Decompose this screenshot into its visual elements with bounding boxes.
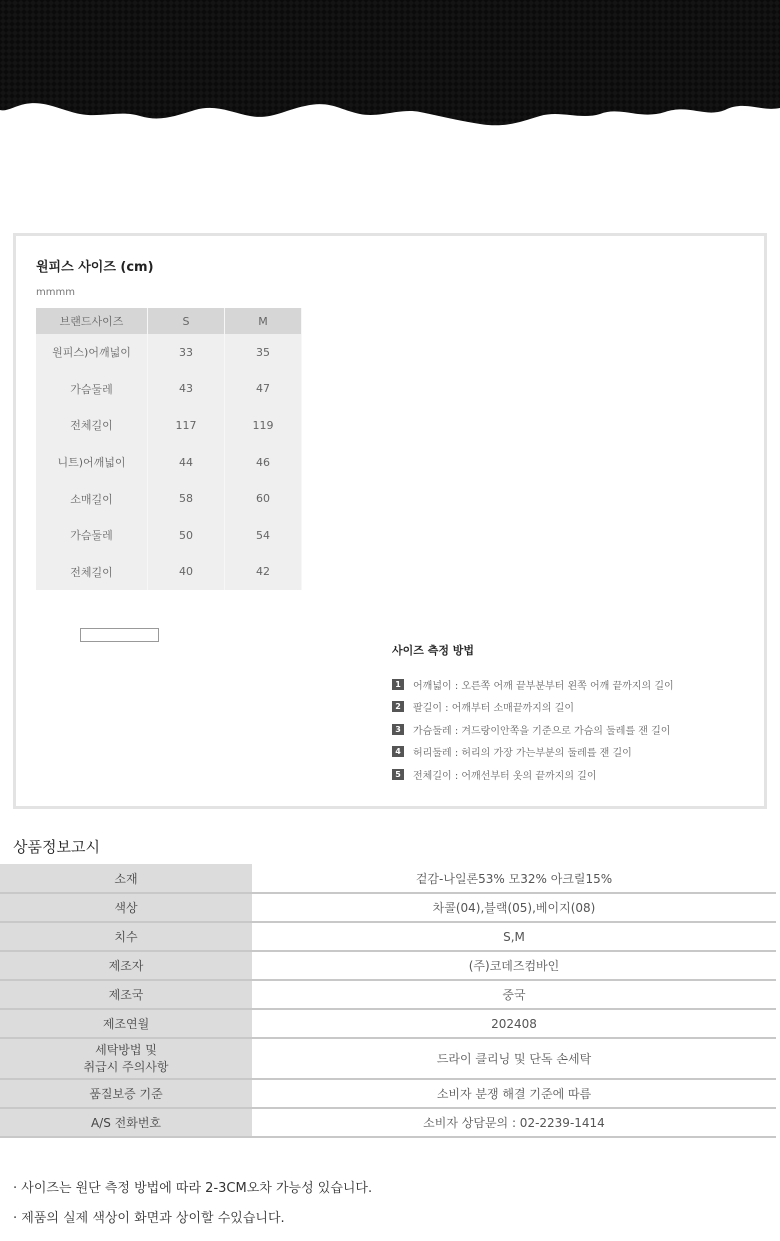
size-row-s: 58 [148, 480, 225, 517]
info-key: 소재 [0, 864, 252, 893]
measurement-image-placeholder [80, 628, 159, 642]
info-value: 차콜(04),블랙(05),베이지(08) [252, 893, 776, 922]
number-badge: 2 [392, 701, 404, 712]
size-row-label: 소매길이 [36, 480, 148, 517]
list-item [392, 696, 752, 719]
product-info-table [0, 864, 776, 1138]
number-badge: 5 [392, 769, 404, 780]
table-row [36, 407, 302, 444]
size-row-m: 35 [225, 334, 302, 371]
size-row-label: 전체길이 [36, 407, 148, 444]
table-row [0, 893, 776, 922]
size-row-m: 42 [225, 554, 302, 591]
size-row-s: 44 [148, 444, 225, 481]
measure-guide [392, 642, 752, 786]
info-value: 소비자 상담문의 : 02-2239-1414 [252, 1108, 776, 1137]
info-value: 202408 [252, 1009, 776, 1038]
size-info-card [13, 233, 767, 809]
table-row [36, 480, 302, 517]
info-value: 드라이 클리닝 및 단독 손세탁 [252, 1038, 776, 1079]
list-item [392, 741, 752, 764]
table-row [36, 444, 302, 481]
size-row-m: 47 [225, 371, 302, 408]
info-value: 중국 [252, 980, 776, 1009]
info-value: (주)코데즈컴바인 [252, 951, 776, 980]
measure-title: 사이즈 측정 방법 [392, 644, 475, 657]
size-row-label: 전체길이 [36, 554, 148, 591]
size-table-header [36, 308, 302, 334]
table-row [0, 1038, 776, 1079]
size-table [36, 308, 302, 590]
table-row [36, 554, 302, 591]
size-row-label: 니트)어깨넓이 [36, 444, 148, 481]
measure-item-text: 허리둘레 : 허리의 가장 가는부분의 둘레를 잰 길이 [413, 748, 632, 760]
info-value: S,M [252, 922, 776, 951]
measure-item-text: 어깨넓이 : 오른쪽 어깨 끝부분부터 왼쪽 어깨 끝까지의 길이 [413, 680, 674, 692]
table-row [36, 334, 302, 371]
info-key: 제조자 [0, 951, 252, 980]
size-row-m: 60 [225, 480, 302, 517]
info-key: 제조연월 [0, 1009, 252, 1038]
info-key: 치수 [0, 922, 252, 951]
list-item [392, 673, 752, 696]
table-row [0, 922, 776, 951]
size-row-s: 40 [148, 554, 225, 591]
info-value: 겉감-나일론53% 모32% 아크릴15% [252, 864, 776, 893]
table-row [36, 517, 302, 554]
measure-item-text: 전체길이 : 어깨선부터 옷의 끝까지의 길이 [413, 770, 597, 782]
size-row-m: 46 [225, 444, 302, 481]
info-key: 품질보증 기준 [0, 1079, 252, 1108]
size-header-brand: 브랜드사이즈 [36, 308, 148, 334]
table-row [0, 951, 776, 980]
number-badge: 1 [392, 679, 404, 690]
info-value: 소비자 분쟁 해결 기준에 따름 [252, 1079, 776, 1108]
size-row-label: 원피스)어깨넓이 [36, 334, 148, 371]
table-row [36, 371, 302, 408]
size-row-m: 54 [225, 517, 302, 554]
size-row-s: 50 [148, 517, 225, 554]
table-row [0, 1009, 776, 1038]
size-row-s: 43 [148, 371, 225, 408]
list-item [392, 763, 752, 786]
info-key: 색상 [0, 893, 252, 922]
size-header-m: M [225, 308, 302, 334]
size-tolerance-note: · 사이즈는 원단 측정 방법에 따라 2-3CM오차 가능성 있습니다. [13, 1181, 373, 1196]
fabric-image-graphic [0, 0, 780, 140]
info-key: 제조국 [0, 980, 252, 1009]
size-row-m: 119 [225, 407, 302, 444]
table-row [0, 864, 776, 893]
size-row-label: 가슴둘레 [36, 371, 148, 408]
table-row [0, 980, 776, 1009]
product-fabric-image [0, 0, 780, 140]
size-header-s: S [148, 308, 225, 334]
table-row [0, 1108, 776, 1137]
size-row-label: 가슴둘레 [36, 517, 148, 554]
color-difference-note: · 제품의 실제 색상이 화면과 상이할 수있습니다. [13, 1211, 285, 1226]
info-key: A/S 전화번호 [0, 1108, 252, 1137]
number-badge: 3 [392, 724, 404, 735]
table-row [0, 1079, 776, 1108]
product-info-title: 상품정보고시 [13, 838, 100, 856]
info-key: 세탁방법 및 취급시 주의사항 [0, 1038, 252, 1079]
measure-item-text: 팔길이 : 어깨부터 소매끝까지의 길이 [413, 703, 574, 715]
size-row-s: 117 [148, 407, 225, 444]
size-row-s: 33 [148, 334, 225, 371]
size-unit-note: mmmm [36, 287, 75, 298]
number-badge: 4 [392, 746, 404, 757]
list-item [392, 718, 752, 741]
size-section-title: 원피스 사이즈 (cm) [36, 260, 154, 275]
measure-item-text: 가슴둘레 : 겨드랑이안쪽을 기준으로 가슴의 둘레를 잰 길이 [413, 725, 671, 737]
